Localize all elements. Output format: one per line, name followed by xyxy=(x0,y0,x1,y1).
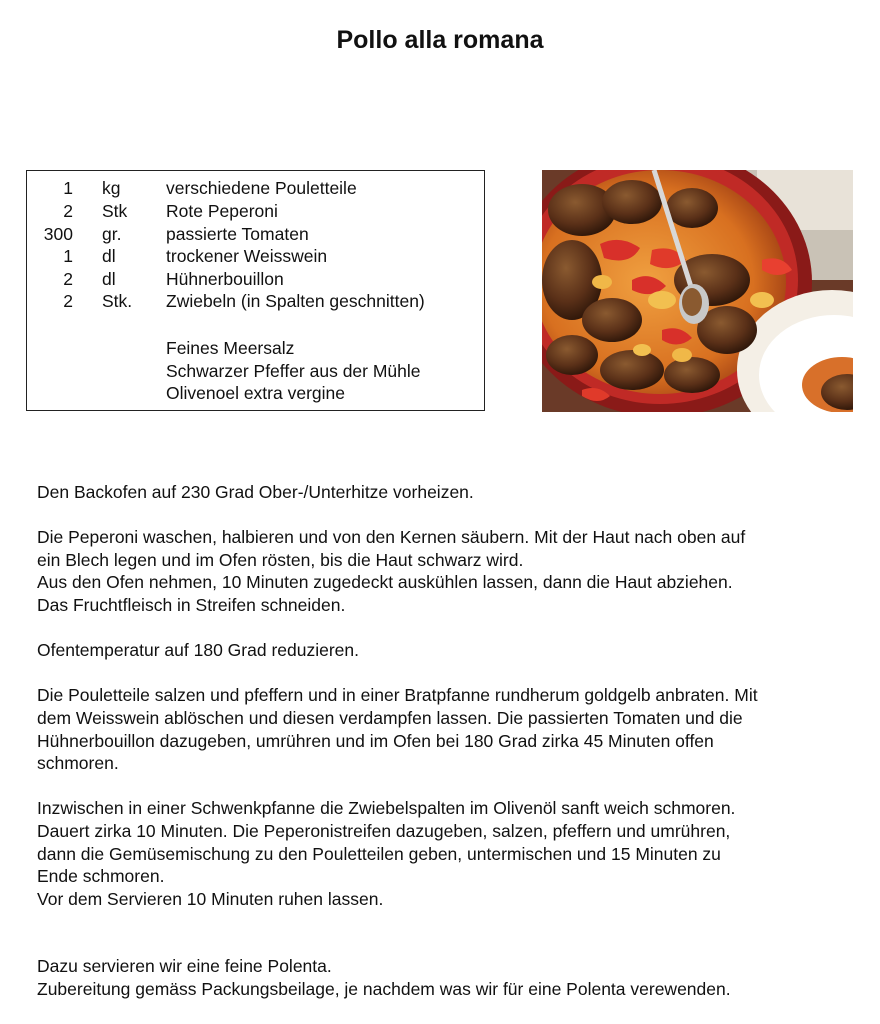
ingredient-qty: 1 xyxy=(63,178,73,198)
seasoning-item: Olivenoel extra vergine xyxy=(166,383,345,403)
ingredient-unit: Stk xyxy=(102,201,128,221)
ingredient-name: Zwiebeln (in Spalten geschnitten) xyxy=(166,291,425,311)
ingredient-qty: 2 xyxy=(63,269,73,289)
dish-photo xyxy=(542,170,853,412)
ingredient-name: verschiedene Pouletteile xyxy=(166,178,357,198)
ingredient-unit: Stk. xyxy=(102,291,133,311)
ingredients-box xyxy=(26,170,485,411)
seasoning-item: Feines Meersalz xyxy=(166,338,295,358)
instruction-paragraph: Den Backofen auf 230 Grad Ober-/Unterhitze vorheizen. xyxy=(37,482,474,502)
ingredient-name: trockener Weisswein xyxy=(166,246,328,266)
recipe-title: Pollo alla romana xyxy=(336,26,544,54)
ingredient-unit: dl xyxy=(102,246,116,266)
instruction-paragraph: Inzwischen in einer Schwenkpfanne die Zwiebelspalten im Olivenöl sanft weich schmoren. Dauert zirka 10 Minuten. Die Peperonistreifen dazugeben, salzen, pfeffern und umrühren, dann die Gemüsemischung zu den Pouletteilen geben, untermischen und 15 Minuten zu Ende schmoren. Vor dem Servieren 10 Minuten ruhen lassen. xyxy=(37,798,736,909)
ingredient-qty: 300 xyxy=(43,224,73,244)
dish-photo-icon xyxy=(542,170,853,412)
ingredient-unit: dl xyxy=(102,269,116,289)
ingredient-unit: gr. xyxy=(102,224,122,244)
ingredient-qty: 1 xyxy=(63,246,73,266)
instruction-paragraph: Die Pouletteile salzen und pfeffern und in einer Bratpfanne rundherum goldgelb anbraten. Mit dem Weisswein ablöschen und diesen verdampfen lassen. Die passierten Tomaten und die Hühnerbouillon dazugeben, umrühren und im Ofen bei 180 Grad zirka 45 Minuten offen schmoren. xyxy=(37,685,758,774)
instruction-paragraph: Ofentemperatur auf 180 Grad reduzieren. xyxy=(37,640,359,661)
ingredient-qty: 2 xyxy=(63,291,73,311)
ingredient-name: Rote Peperoni xyxy=(166,201,278,221)
ingredient-name: passierte Tomaten xyxy=(166,224,309,244)
instruction-paragraph: Die Peperoni waschen, halbieren und von den Kernen säubern. Mit der Haut nach oben auf ein Blech legen und im Ofen rösten, bis die Haut schwarz wird. Aus den Ofen nehmen, 10 Minuten zugedeckt auskühlen lassen, dann die Haut abziehen. Das Fruchtfleisch in Streifen schneiden. xyxy=(37,527,746,615)
ingredient-qty: 2 xyxy=(63,201,73,221)
instruction-paragraph: Dazu servieren wir eine feine Polenta. Zubereitung gemäss Packungsbeilage, je nachdem was wir für eine Polenta verewenden. xyxy=(37,956,731,999)
seasoning-item: Schwarzer Pfeffer aus der Mühle xyxy=(166,361,421,381)
instructions xyxy=(37,481,847,1023)
ingredient-unit: kg xyxy=(102,178,121,198)
ingredient-name: Hühnerbouillon xyxy=(166,269,284,289)
